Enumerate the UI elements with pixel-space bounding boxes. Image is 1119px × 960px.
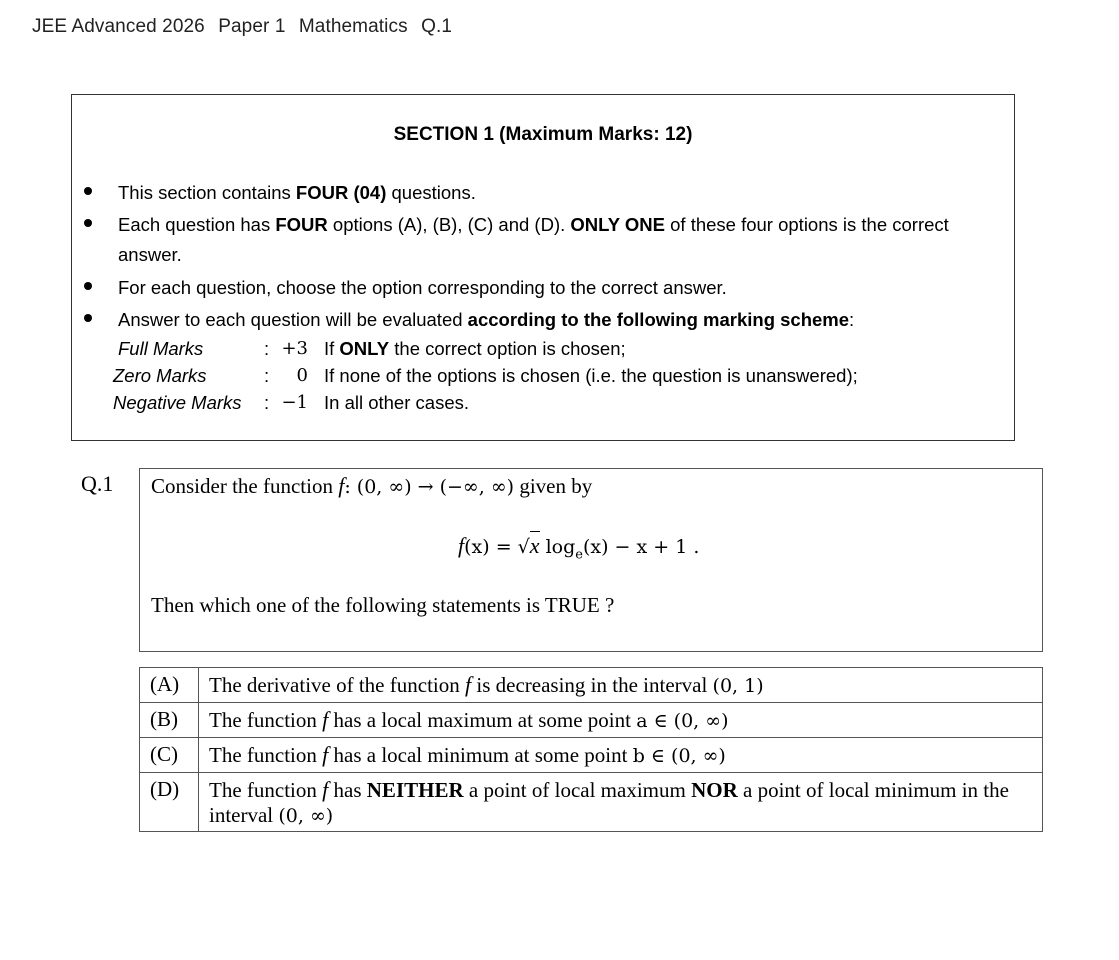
marking-scheme-zero: Zero Marks : 0 If none of the options is chosen (i.e. the question is unanswered); [113,365,858,386]
option-c[interactable] [140,738,1043,773]
question-formula: f(x) = √x $\log_e(x) - x + 1$ . [458,533,700,563]
bullet-icon [84,282,92,290]
option-b[interactable] [140,703,1043,738]
subject-name: Mathematics [298,16,408,37]
page-header [32,16,460,38]
option-text: The function f has a local minimum at some point b ∈ (0, ∞) [199,738,1043,773]
marking-scheme-negative: Negative Marks : −1 In all other cases. [113,392,469,413]
paper-number: Paper 1 [218,16,286,37]
option-text: The function f has a local maximum at some point a ∈ (0, ∞) [199,703,1043,738]
bullet-icon [84,314,92,322]
section-title: SECTION 1 (Maximum Marks: 12) [393,124,693,145]
option-letter: (A) [140,668,199,703]
bullet-icon [84,187,92,195]
question-box [139,468,1043,652]
bullet-icon [84,219,92,227]
question-ref: Q.1 [421,16,453,37]
question-intro: Consider the function f: (0, ∞) → (−∞, ∞) given by [151,473,593,498]
marking-scheme-full: Full Marks : +3 If ONLY the correct option is chosen; [118,338,626,359]
exam-name: JEE Advanced 2026 [32,16,205,37]
question-number: Q.1 [81,471,114,496]
option-text: The derivative of the function f is decreasing in the interval (0, 1) [199,668,1043,703]
option-letter: (B) [140,703,199,738]
option-d[interactable] [140,773,1043,832]
option-a[interactable] [140,668,1043,703]
option-letter: (D) [140,773,199,832]
option-text: The function f has NEITHER a point of local maximum NOR a point of local minimum in the interval (0, ∞) [199,773,1043,832]
section-instructions-box: SECTION 1 (Maximum Marks: 12) This section contains FOUR (04) questions. Each question has FOUR options (A), (B), (C) and (D). ONLY ONE of these four options is the correct answer. For each question, choose the option corresponding to the correct answer. Answer to each question will be evaluated according to the following marking scheme: Full Marks : +3 If ONLY the correct option is chosen; Zero Marks : 0 If none of the options is chosen (i.e. the question is unanswered); Negative Marks : −1 In all other cases. [71,94,1015,441]
question-prompt: Then which one of the following statements is TRUE ? [151,593,615,617]
option-letter: (C) [140,738,199,773]
options-table [139,667,1043,832]
